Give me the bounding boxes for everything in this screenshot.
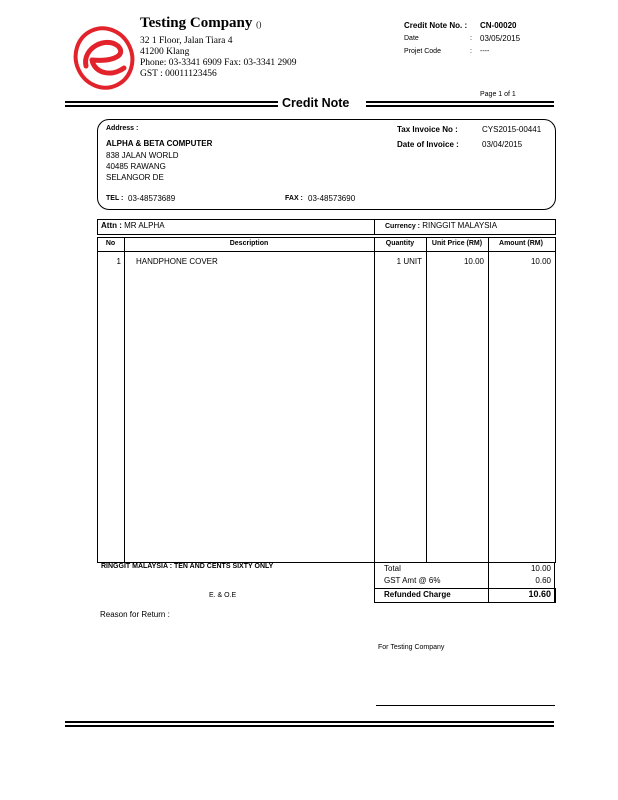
tax-invoice-no: CYS2015-00441: [482, 125, 542, 134]
customer-address-line-2: 40485 RAWANG: [106, 162, 166, 171]
header-no: No: [105, 240, 116, 247]
refunded-value: 10.60: [528, 589, 551, 599]
refunded-label: Refunded Charge: [384, 590, 451, 599]
gst-value: 0.60: [535, 576, 551, 585]
row-description: HANDPHONE COVER: [136, 257, 218, 266]
total-value: 10.00: [530, 564, 551, 573]
col-divider-no: [124, 237, 125, 562]
signature-for: For Testing Company: [378, 644, 445, 651]
attn: [101, 221, 165, 230]
project-code-label: Projet Code: [404, 48, 441, 55]
address-label: Address :: [106, 125, 139, 132]
company-name: Testing Company (): [140, 15, 262, 31]
fax-label: FAX :: [285, 195, 303, 202]
currency: [385, 221, 497, 230]
total-label: Total: [384, 564, 401, 573]
title-rule-left-2: [65, 105, 278, 107]
currency-value: RINGGIT MALAYSIA: [422, 221, 498, 230]
page-number: Page 1 of 1: [480, 91, 516, 98]
row-unit-price: 10.00: [463, 257, 484, 266]
col-divider-unit-price: [488, 237, 489, 602]
table-header-rule: [97, 251, 555, 252]
tax-invoice-no-label: Tax Invoice No :: [397, 125, 458, 134]
attn-label: Attn :: [101, 221, 122, 230]
tel-value: 03-48573689: [128, 194, 176, 203]
company-address-line-1: 32 1 Floor, Jalan Tiara 4: [140, 36, 233, 46]
currency-label: Currency :: [385, 223, 421, 230]
header-quantity: Quantity: [385, 240, 415, 247]
company-gst: GST : 00011123456: [140, 69, 217, 79]
col-divider-quantity: [426, 237, 427, 562]
customer-name: ALPHA & BETA COMPUTER: [106, 139, 213, 148]
col-divider-description: [374, 237, 375, 602]
date-of-invoice: 03/04/2015: [482, 140, 523, 149]
footer-rule-2: [65, 725, 554, 727]
row-quantity: 1 UNIT: [396, 257, 422, 266]
customer-address-line-3: SELANGOR DE: [106, 173, 164, 182]
eoe-note: E. & O.E: [209, 592, 237, 599]
title-rule-right-2: [366, 105, 554, 107]
signature-line: [376, 705, 555, 706]
attn-name: MR ALPHA: [124, 221, 165, 230]
header-unit-price: Unit Price (RM): [431, 240, 483, 247]
company-logo: [72, 22, 136, 92]
tel-label: TEL :: [106, 195, 124, 202]
date-of-invoice-label: Date of Invoice :: [397, 140, 459, 149]
reason-label: Reason for Return :: [100, 610, 170, 619]
customer-address: [106, 150, 178, 183]
company-phone-fax: Phone: 03-3341 6909 Fax: 03-3341 2909: [140, 58, 297, 68]
fax-value: 03-48573690: [308, 194, 356, 203]
attn-currency-divider: [374, 219, 375, 234]
footer-rule-1: [65, 721, 554, 723]
date-value: 03/05/2015: [480, 34, 521, 43]
document-title: Credit Note: [282, 96, 350, 110]
date-label: Date: [404, 35, 419, 42]
header-description: Description: [229, 240, 269, 247]
company-address-line-2: 41200 Klang: [140, 47, 190, 57]
date-colon: :: [470, 35, 472, 42]
row-no: 1: [116, 257, 121, 266]
gst-label: GST Amt @ 6%: [384, 576, 441, 585]
title-rule-left-1: [65, 101, 278, 103]
customer-address-line-1: 838 JALAN WORLD: [106, 151, 179, 160]
totals-right-border: [554, 562, 555, 602]
header-amount: Amount (RM): [499, 240, 543, 247]
credit-note-no: CN-00020: [480, 21, 517, 30]
project-code-colon: :: [470, 48, 472, 55]
row-amount: 10.00: [530, 257, 551, 266]
title-rule-right-1: [366, 101, 554, 103]
credit-note-no-label: Credit Note No. :: [404, 21, 468, 30]
project-code-value: ----: [480, 48, 490, 55]
company-address: [140, 36, 296, 80]
amount-in-words: RINGGIT MALAYSIA : TEN AND CENTS SIXTY ONLY: [101, 563, 274, 570]
